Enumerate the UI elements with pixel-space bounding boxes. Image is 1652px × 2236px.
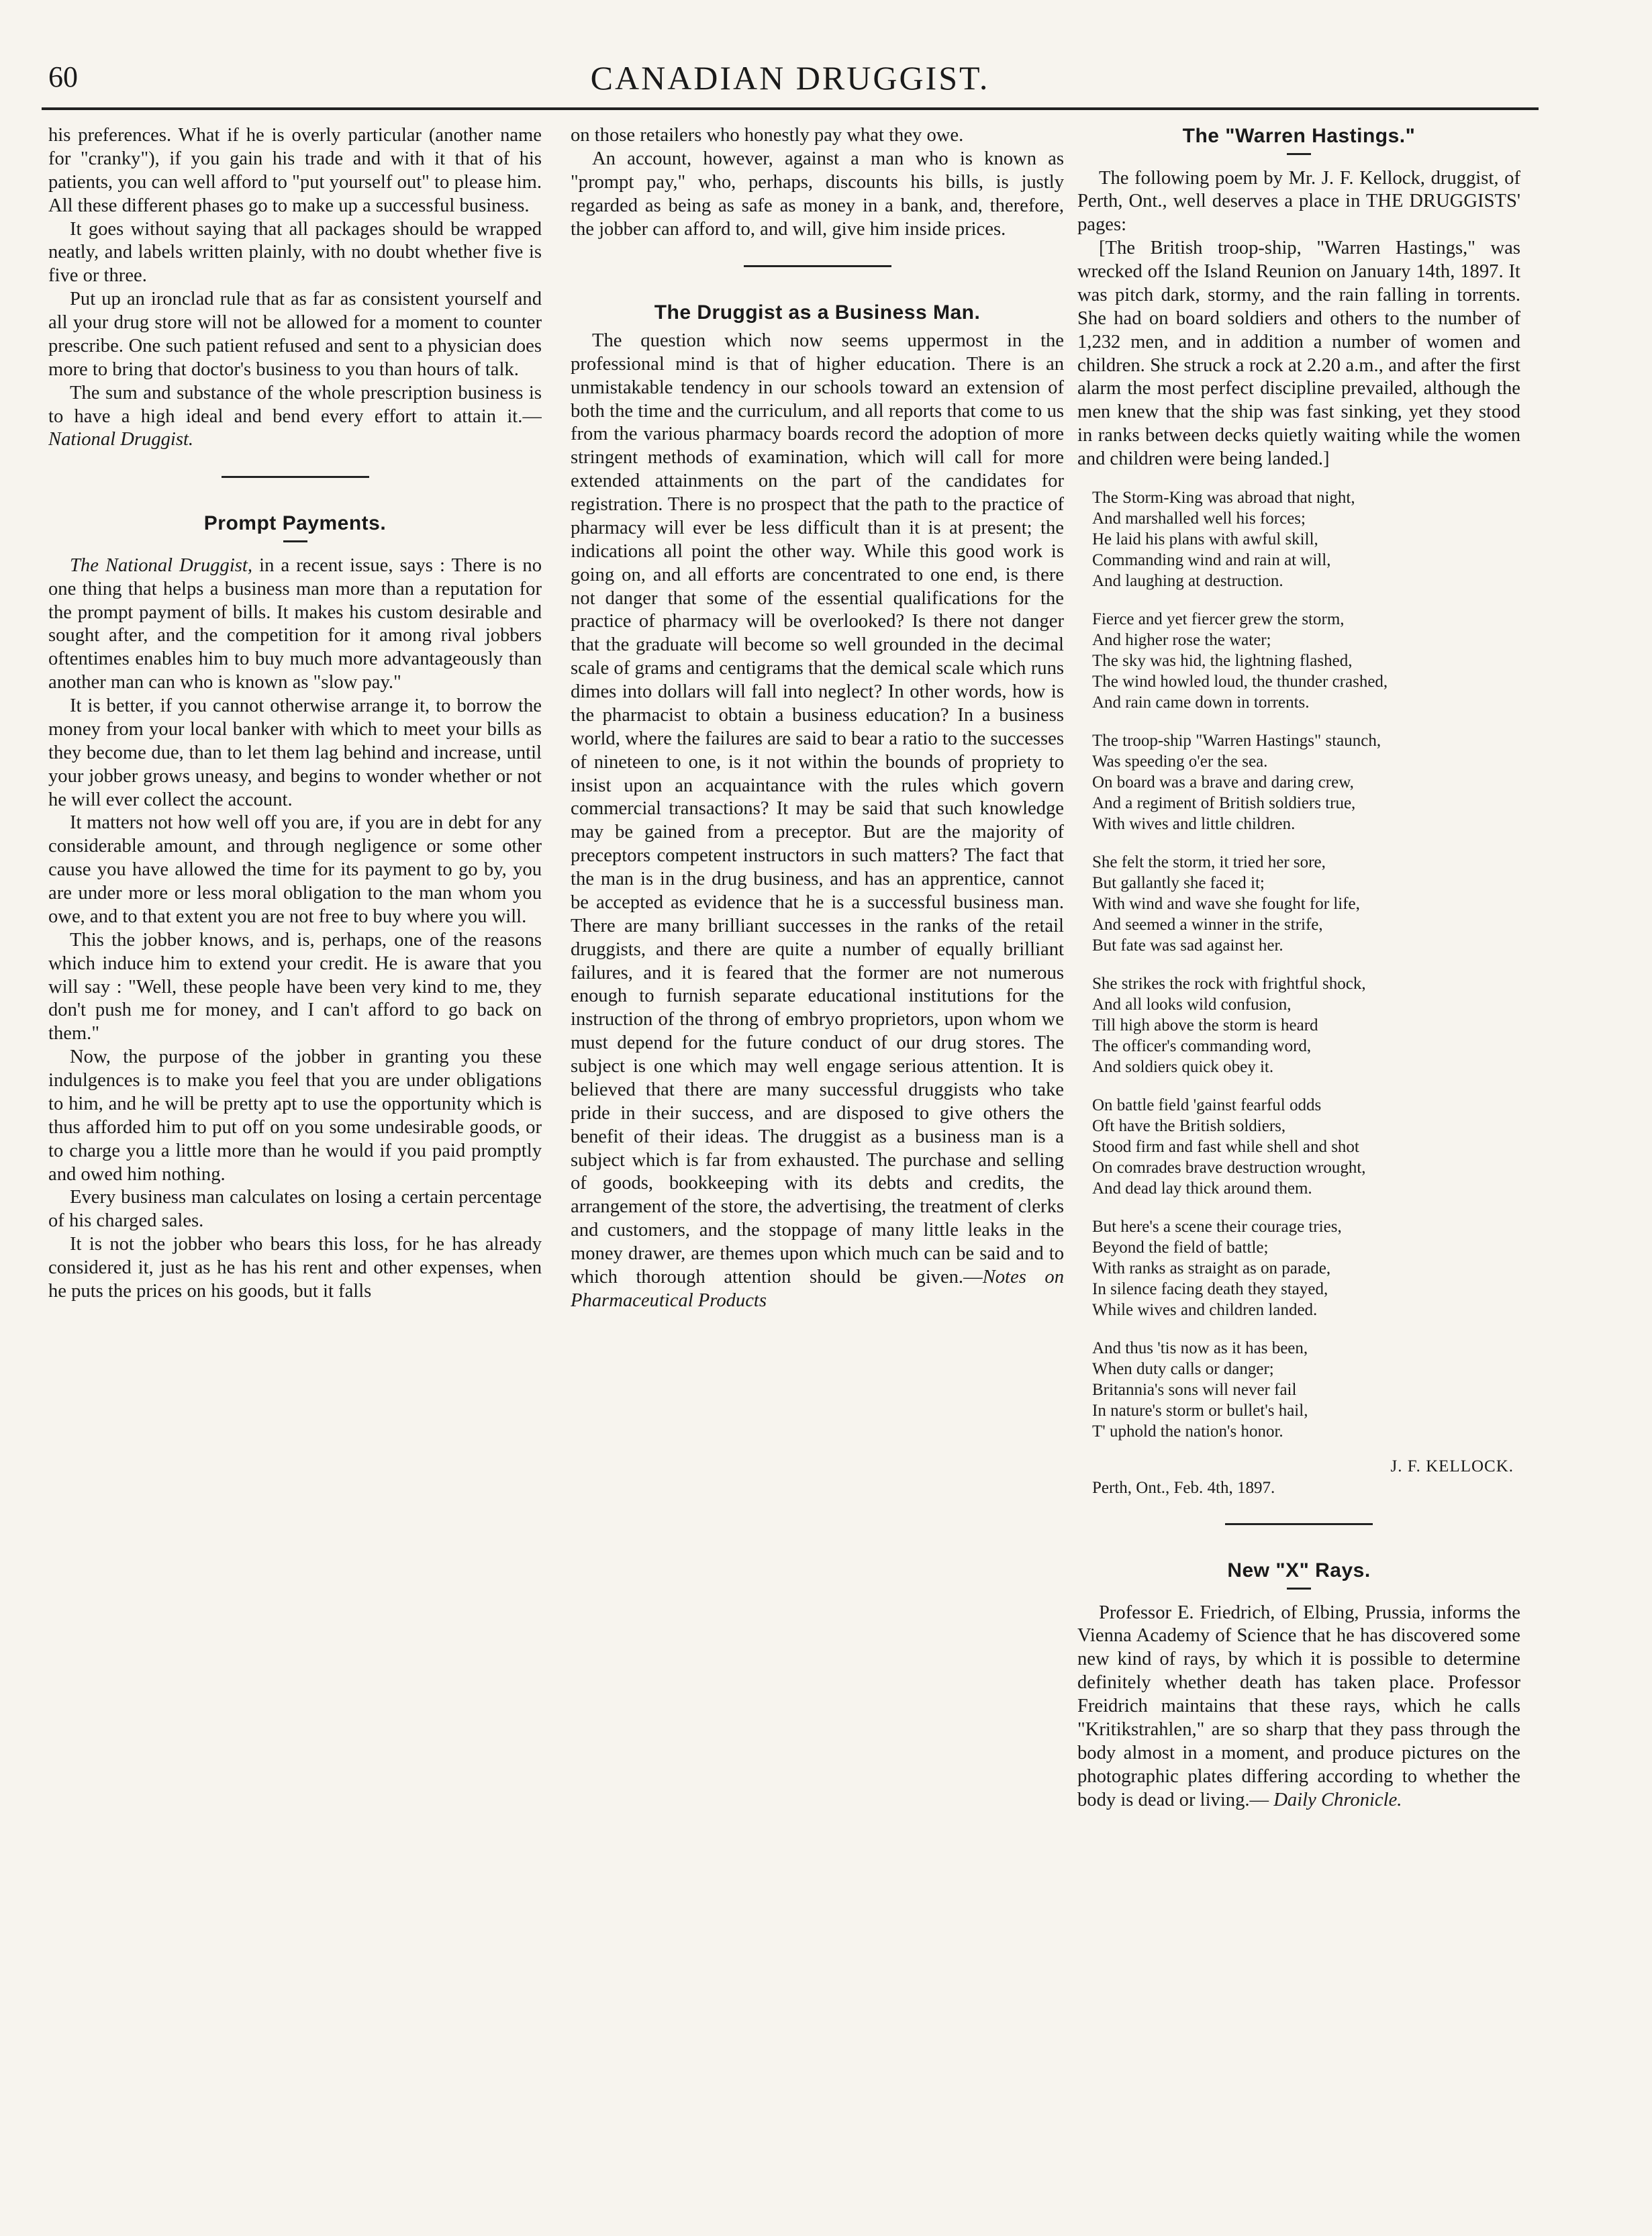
paragraph: [48, 554, 542, 695]
poem-line: Oft have the British soldiers,: [1092, 1116, 1286, 1135]
heading-dash: [283, 540, 307, 542]
poem-line: Beyond the field of battle;: [1092, 1238, 1269, 1257]
poem-line: But here's a scene their courage tries,: [1092, 1217, 1342, 1236]
poem-line: With wind and wave she fought for life,: [1092, 894, 1360, 913]
header-rule: [42, 107, 1539, 110]
poem-line: Britannia's sons will never fail: [1092, 1380, 1297, 1399]
section-divider: [1225, 1523, 1373, 1525]
poem: [1092, 487, 1520, 1442]
paragraph: Now, the purpose of the jobber in granting you these indulgences is to make you feel that you are under obligations to him, and he will be pretty apt to use the opportunity which is thus afforded him to put off on you some undesirable goods, or to charge you a little more than he would if you paid promptly and owed him nothing.: [48, 1047, 542, 1185]
poem-stanza: [1092, 609, 1520, 713]
poem-line: The Storm-King was abroad that night,: [1092, 488, 1355, 507]
poem-line: T' uphold the nation's honor.: [1092, 1422, 1283, 1441]
poem-line: She felt the storm, it tried her sore,: [1092, 853, 1326, 871]
poem-line: He laid his plans with awful skill,: [1092, 530, 1318, 548]
paragraph-text: Professor E. Friedrich, of Elbing, Prussia, informs the Vienna Academy of Science that he has discovered some new kind of rays, by which it is possible to determine definitely whether death has taken place. Professor Freidrich maintains that these rays, which he calls "Kritikstrahlen," are so sharp that they pass through the body almost in a moment, and produce pictures on the photographic plates differing according to whether the body is dead or living.—: [1077, 1602, 1520, 1810]
article-heading-prompt-payments: Prompt Payments.: [203, 512, 387, 535]
paragraph: It matters not how well off you are, if you are in debt for any considerable amount, and through negligence or some other cause you have allowed the time for its payment to go by, you are under more or less moral obligation to the man whom you owe, and to that extent you are not free to buy where you will.: [48, 812, 542, 927]
poem-line: And a regiment of British soldiers true,: [1092, 793, 1356, 812]
poem-signature: J. F. KELLOCK.: [1390, 1457, 1514, 1475]
poem-line: Was speeding o'er the sea.: [1092, 752, 1268, 771]
poem-line: With wives and little children.: [1092, 814, 1296, 833]
poem-line: Stood firm and fast while shell and shot: [1092, 1137, 1359, 1156]
poem-line: And seemed a winner in the strife,: [1092, 915, 1323, 934]
poem-line: The officer's commanding word,: [1092, 1036, 1312, 1055]
poem-stanza: [1092, 487, 1520, 591]
paragraph: his preferences. What if he is overly particular (another name for "cranky"), if you gain his trade and with it that of his patients, you can well afford to "put yourself out" to please him. All these different phases go to make up a successful business.: [48, 125, 542, 216]
poem-line: The sky was hid, the lightning flashed,: [1092, 651, 1353, 670]
poem-stanza: [1092, 1338, 1520, 1442]
paragraph-text: in a recent issue, says : There is no one thing that helps a business man more than a reputation for the prompt payment of bills. It makes his custom desirable and sought after, and the competition for it among rival jobbers oftentimes enables him to buy much more advantageously than another man can who is known as "slow pay.": [48, 554, 542, 693]
page-number: 60: [48, 60, 78, 93]
page-header: [42, 37, 1539, 97]
paragraph: The following poem by Mr. J. F. Kellock, druggist, of Perth, Ont., well deserves a place in THE DRUGGISTS' pages:: [1077, 167, 1520, 236]
poem-line: The troop-ship "Warren Hastings" staunch,: [1092, 731, 1381, 750]
article-heading-x-rays: New "X" Rays.: [1227, 1559, 1371, 1582]
poem-line: On battle field 'gainst fearful odds: [1092, 1096, 1322, 1114]
poem-line: But gallantly she faced it;: [1092, 873, 1265, 892]
poem-line: And thus 'tis now as it has been,: [1092, 1339, 1308, 1357]
section-divider: [744, 265, 891, 267]
paragraph: It goes without saying that all packages should be wrapped neatly, and labels written plainly, with no doubt whether five is five or three.: [48, 218, 542, 287]
poem-line: Commanding wind and rain at will,: [1092, 550, 1331, 569]
section-divider: [222, 476, 369, 478]
poem-line: And all looks wild confusion,: [1092, 995, 1292, 1014]
article-heading-druggist-business: The Druggist as a Business Man.: [654, 301, 981, 324]
paragraph: An account, however, against a man who is known as "prompt pay," who, perhaps, discounts his bills, is justly regarded as being as safe as money in a bank, and, therefore, the jobber can afford to, and will, give him inside prices.: [571, 148, 1064, 240]
heading-dash: [1287, 1588, 1311, 1590]
poem-line: And laughing at destruction.: [1092, 571, 1283, 590]
poem-line: The wind howled loud, the thunder crashed,: [1092, 672, 1388, 691]
paragraph: It is not the jobber who bears this loss, for he has already considered it, just as he has his rent and other expenses, when he puts the prices on his goods, but it falls: [48, 1234, 542, 1302]
poem-place-date: Perth, Ont., Feb. 4th, 1897.: [1092, 1479, 1275, 1498]
poem-line: With ranks as straight as on parade,: [1092, 1259, 1331, 1277]
paragraph: [48, 382, 542, 452]
poem-line: And higher rose the water;: [1092, 630, 1271, 649]
paragraph: Every business man calculates on losing a certain percentage of his charged sales.: [48, 1187, 542, 1232]
poem-line: And soldiers quick obey it.: [1092, 1057, 1274, 1076]
poem-line: When duty calls or danger;: [1092, 1359, 1274, 1378]
poem-stanza: [1092, 1216, 1520, 1320]
source-citation: Daily Chronicle.: [1273, 1789, 1402, 1810]
paragraph: It is better, if you cannot otherwise arrange it, to borrow the money from your local banker with which to meet your bills as they become due, than to let them lag behind and increase, until your jobber grows uneasy, and begins to wonder whether or not he will ever collect the account.: [48, 695, 542, 810]
poem-line: On board was a brave and daring crew,: [1092, 773, 1354, 791]
poem-line: While wives and children landed.: [1092, 1300, 1318, 1319]
paragraph: This the jobber knows, and is, perhaps, one of the reasons which induce him to extend your credit. He is aware that you will say : "Well, these people have been very kind to me, they don't push me for money, and I can't afford to go back on them.": [48, 929, 542, 1044]
running-title: CANADIAN DRUGGIST.: [590, 59, 990, 97]
column-3: [1077, 124, 1520, 2205]
column-2: [571, 124, 1064, 2205]
poem-line: Till high above the storm is heard: [1092, 1016, 1318, 1034]
poem-stanza: [1092, 1095, 1520, 1199]
poem-line: And rain came down in torrents.: [1092, 693, 1310, 712]
poem-line: Fierce and yet fiercer grew the storm,: [1092, 610, 1345, 628]
paragraph-text: The sum and substance of the whole prescription business is to have a high ideal and bend every effort to attain it.—: [48, 382, 542, 427]
poem-line: And marshalled well his forces;: [1092, 509, 1306, 528]
heading-dash: [1287, 153, 1311, 155]
poem-line: In silence facing death they stayed,: [1092, 1279, 1328, 1298]
paragraph: [The British troop-ship, "Warren Hastings," was wrecked off the Island Reunion on January 14th, 1897. It was pitch dark, stormy, and the rain falling in torrents. She had on board soldiers and others to the number of 1,232 men, and in addition a number of women and children. She struck a rock at 2.20 a.m., and after the first alarm the most perfect discipline prevailed, although the men knew that the ship was fast sinking, yet they stood in ranks between decks quietly waiting while the women and children were being landed.]: [1077, 238, 1520, 470]
paragraph: Put up an ironclad rule that as far as consistent yourself and all your drug store will not be allowed for a moment to counter prescribe. One such patient refused and sent to a physician does more to bring that doctor's business to you than hours of talk.: [48, 289, 542, 380]
paragraph: on those retailers who honestly pay what they owe.: [571, 125, 964, 146]
poem-stanza: [1092, 973, 1520, 1077]
paragraph-text: The question which now seems uppermost in the professional mind is that of higher education. There is an unmistakable tendency in our schools toward an extension of both the time and the curriculum, and all reports that come to us from the various pharmacy boards record the adoption of more stringent methods of examination, which will call for more extended attainments on the part of the candidates for registration. There is no prospect that the path to the practice of pharmacy will ever be less difficult than it is at present; the indications all point the other way. While this good work is going on, and all efforts are concentrated to one end, is there not danger that some of the essential qualifications for the practice of pharmacy will be overlooked? Is there not danger that the graduate will become so well grounded in the decimal scale of grams and centigrams that the demical scale which runs dimes into dollars will fall into neglect? In other words, how is the pharmacist to obtain a business education? In a business world, where the failures are said to bear a ratio to the successes of nineteen to one, is it not within the bounds of propriety to insist upon an acquaintance with the rules which govern commercial transactions? It may be said that such knowledge may be gained from a preceptor. But are the majority of preceptors competent instructors in such matters? The fact that the man is in the drug business, and has an apprentice, cannot be accepted as evidence that he is a successful business man. There are many brilliant successes in the ranks of the retail druggists, and there are quite a number of equally brilliant failures, and it is feared that the former are not numerous enough to furnish separate educational institutions for the instruction of the throng of embryo proprietors, upon whom we must depend for the future conduct of our drug stores. The subject is one which may well engage serious attention. It is believed that there are many successful druggists who take pride in their success, and are disposed to give others the benefit of their ideas. The druggist as a business man is a subject which is far from exhausted. The purchase and selling of goods, bookkeeping with its debts and credits, the arrangement of the store, the advertising, the treatment of clerks and customers, and the stoppage of many little leaks in the money drawer, are themes upon which much can be said and to which thorough attention should be given.—: [571, 330, 1064, 1287]
column-1: [48, 124, 542, 2205]
poem-line: And dead lay thick around them.: [1092, 1179, 1312, 1198]
poem-line: She strikes the rock with frightful shock,: [1092, 974, 1366, 993]
article-heading-warren-hastings: The "Warren Hastings.": [1182, 125, 1416, 147]
paragraph: [571, 330, 1064, 1313]
poem-stanza: [1092, 730, 1520, 834]
source-citation: Notes on Pharmaceutical Products: [571, 1266, 1064, 1311]
poem-line: On comrades brave destruction wrought,: [1092, 1158, 1366, 1177]
poem-line: But fate was sad against her.: [1092, 936, 1283, 955]
paragraph: [1077, 1602, 1520, 1812]
poem-stanza: [1092, 852, 1520, 956]
source-citation: National Druggist.: [48, 429, 194, 450]
source-citation: The National Druggist,: [70, 554, 253, 576]
poem-line: In nature's storm or bullet's hail,: [1092, 1401, 1308, 1420]
